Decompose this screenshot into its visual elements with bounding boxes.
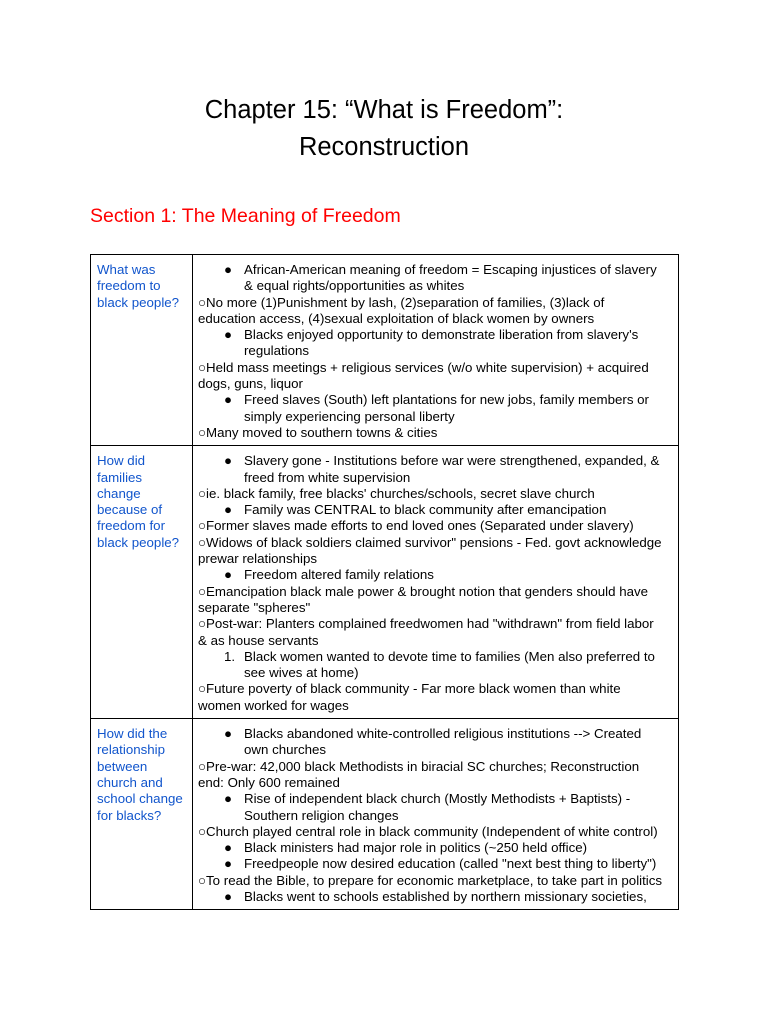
sub-point-line: separate "spheres" (198, 599, 311, 615)
bullet-line (198, 409, 674, 425)
bullet-marker: ● (224, 567, 233, 583)
sub-point-line: ○Emancipation black male power & brought notion that genders should have (198, 583, 649, 599)
bullet-text: Black ministers had major role in politics (~250 held office) (244, 840, 588, 856)
bullet-line (198, 567, 674, 583)
sub-point-line: ○ie. black family, free blacks' churches/schools, secret slave church (198, 485, 595, 501)
bullet-text: Southern religion changes (244, 807, 399, 823)
bullet-line (198, 791, 674, 807)
bullet-marker: ● (224, 502, 233, 518)
question-cell: How did the relationship between church and school change for blacks? (91, 719, 193, 910)
bullet-text: Freed slaves (South) left plantations for new jobs, family members or (244, 392, 649, 408)
table-row (91, 255, 679, 446)
sub-point-line: ○Pre-war: 42,000 black Methodists in biracial SC churches; Reconstruction (198, 758, 640, 774)
bullet-line (198, 278, 674, 294)
bullet-line (198, 742, 674, 758)
bullet-line (198, 808, 674, 824)
question-cell: What was freedom to black people? (91, 255, 193, 446)
bullet-line (198, 502, 674, 518)
bullet-text: simply experiencing personal liberty (244, 408, 455, 424)
bullet-marker: 1. (224, 648, 236, 664)
bullet-line (198, 840, 674, 856)
bullet-line (198, 889, 674, 905)
sub-point-line: ○Future poverty of black community - Far more black women than white (198, 681, 621, 697)
bullet-line (198, 327, 674, 343)
section-heading: Section 1: The Meaning of Freedom (90, 205, 401, 227)
question-cell: How did families change because of freedom for black people? (91, 446, 193, 719)
table-row (91, 446, 679, 719)
bullet-marker: ● (224, 856, 233, 872)
bullet-marker: ● (224, 327, 233, 343)
bullet-text: & equal rights/opportunities as whites (244, 278, 465, 294)
bullet-text: own churches (244, 742, 327, 758)
bullet-line (198, 665, 674, 681)
sub-point-line: ○Post-war: Planters complained freedwomen had "withdrawn" from field labor (198, 616, 654, 632)
bullet-line (198, 453, 674, 469)
bullet-text: see wives at home) (244, 665, 359, 681)
answer-cell (193, 719, 679, 910)
table-row (91, 719, 679, 910)
sub-point-line: prewar relationships (198, 551, 317, 567)
notes-table (90, 254, 679, 910)
bullet-line (198, 726, 674, 742)
bullet-text: Blacks enjoyed opportunity to demonstrate liberation from slavery's (244, 327, 639, 343)
bullet-text: Freedpeople now desired education (called "next best thing to liberty") (244, 856, 657, 872)
sub-point-line: ○Church played central role in black community (Independent of white control) (198, 823, 658, 839)
bullet-marker: ● (224, 791, 233, 807)
sub-point-line: ○Held mass meetings + religious services (w/o white supervision) + acquired (198, 359, 649, 375)
bullet-text: Black women wanted to devote time to families (Men also preferred to (244, 648, 655, 664)
bullet-text: African-American meaning of freedom = Escaping injustices of slavery (244, 262, 657, 277)
bullet-text: freed from white supervision (244, 469, 411, 485)
bullet-marker: ● (224, 453, 233, 469)
sub-point-line: & as house servants (198, 632, 319, 648)
sub-point-line: ○Widows of black soldiers claimed survivor" pensions - Fed. govt acknowledge (198, 534, 662, 550)
bullet-marker: ● (224, 888, 233, 904)
bullet-line (198, 262, 674, 278)
answer-cell (193, 255, 679, 446)
sub-point-line: ○No more (1)Punishment by lash, (2)separation of families, (3)lack of (198, 294, 605, 310)
chapter-title (0, 92, 768, 166)
bullet-marker: ● (224, 392, 233, 408)
bullet-line (198, 343, 674, 359)
bullet-line (198, 470, 674, 486)
bullet-text: regulations (244, 343, 310, 359)
sub-point-line: women worked for wages (198, 697, 349, 713)
bullet-line (198, 392, 674, 408)
bullet-text: Freedom altered family relations (244, 567, 434, 583)
chapter-title-line-2: Reconstruction (298, 133, 470, 161)
answer-cell (193, 446, 679, 719)
bullet-marker: ● (224, 840, 233, 856)
chapter-title-line-1: Chapter 15: “What is Freedom”: (204, 96, 564, 124)
bullet-text: Slavery gone - Institutions before war were strengthened, expanded, & (244, 453, 660, 469)
bullet-line (198, 856, 674, 872)
bullet-line (198, 649, 674, 665)
sub-point-line: end: Only 600 remained (198, 774, 340, 790)
bullet-marker: ● (224, 726, 233, 742)
sub-point-line: ○Former slaves made efforts to end loved ones (Separated under slavery) (198, 518, 634, 534)
sub-point-line: education access, (4)sexual exploitation of black women by owners (198, 310, 595, 326)
bullet-text: Rise of independent black church (Mostly Methodists + Baptists) - (244, 791, 631, 807)
sub-point-line: dogs, guns, liquor (198, 376, 303, 392)
bullet-text: Family was CENTRAL to black community after emancipation (244, 502, 607, 518)
bullet-marker: ● (224, 262, 233, 277)
sub-point-line: ○To read the Bible, to prepare for economic marketplace, to take part in politics (198, 872, 663, 888)
bullet-text: Blacks went to schools established by northern missionary societies, (244, 888, 647, 904)
sub-point-line: ○Many moved to southern towns & cities (198, 424, 438, 440)
bullet-text: Blacks abandoned white-controlled religious institutions --> Created (244, 726, 642, 742)
